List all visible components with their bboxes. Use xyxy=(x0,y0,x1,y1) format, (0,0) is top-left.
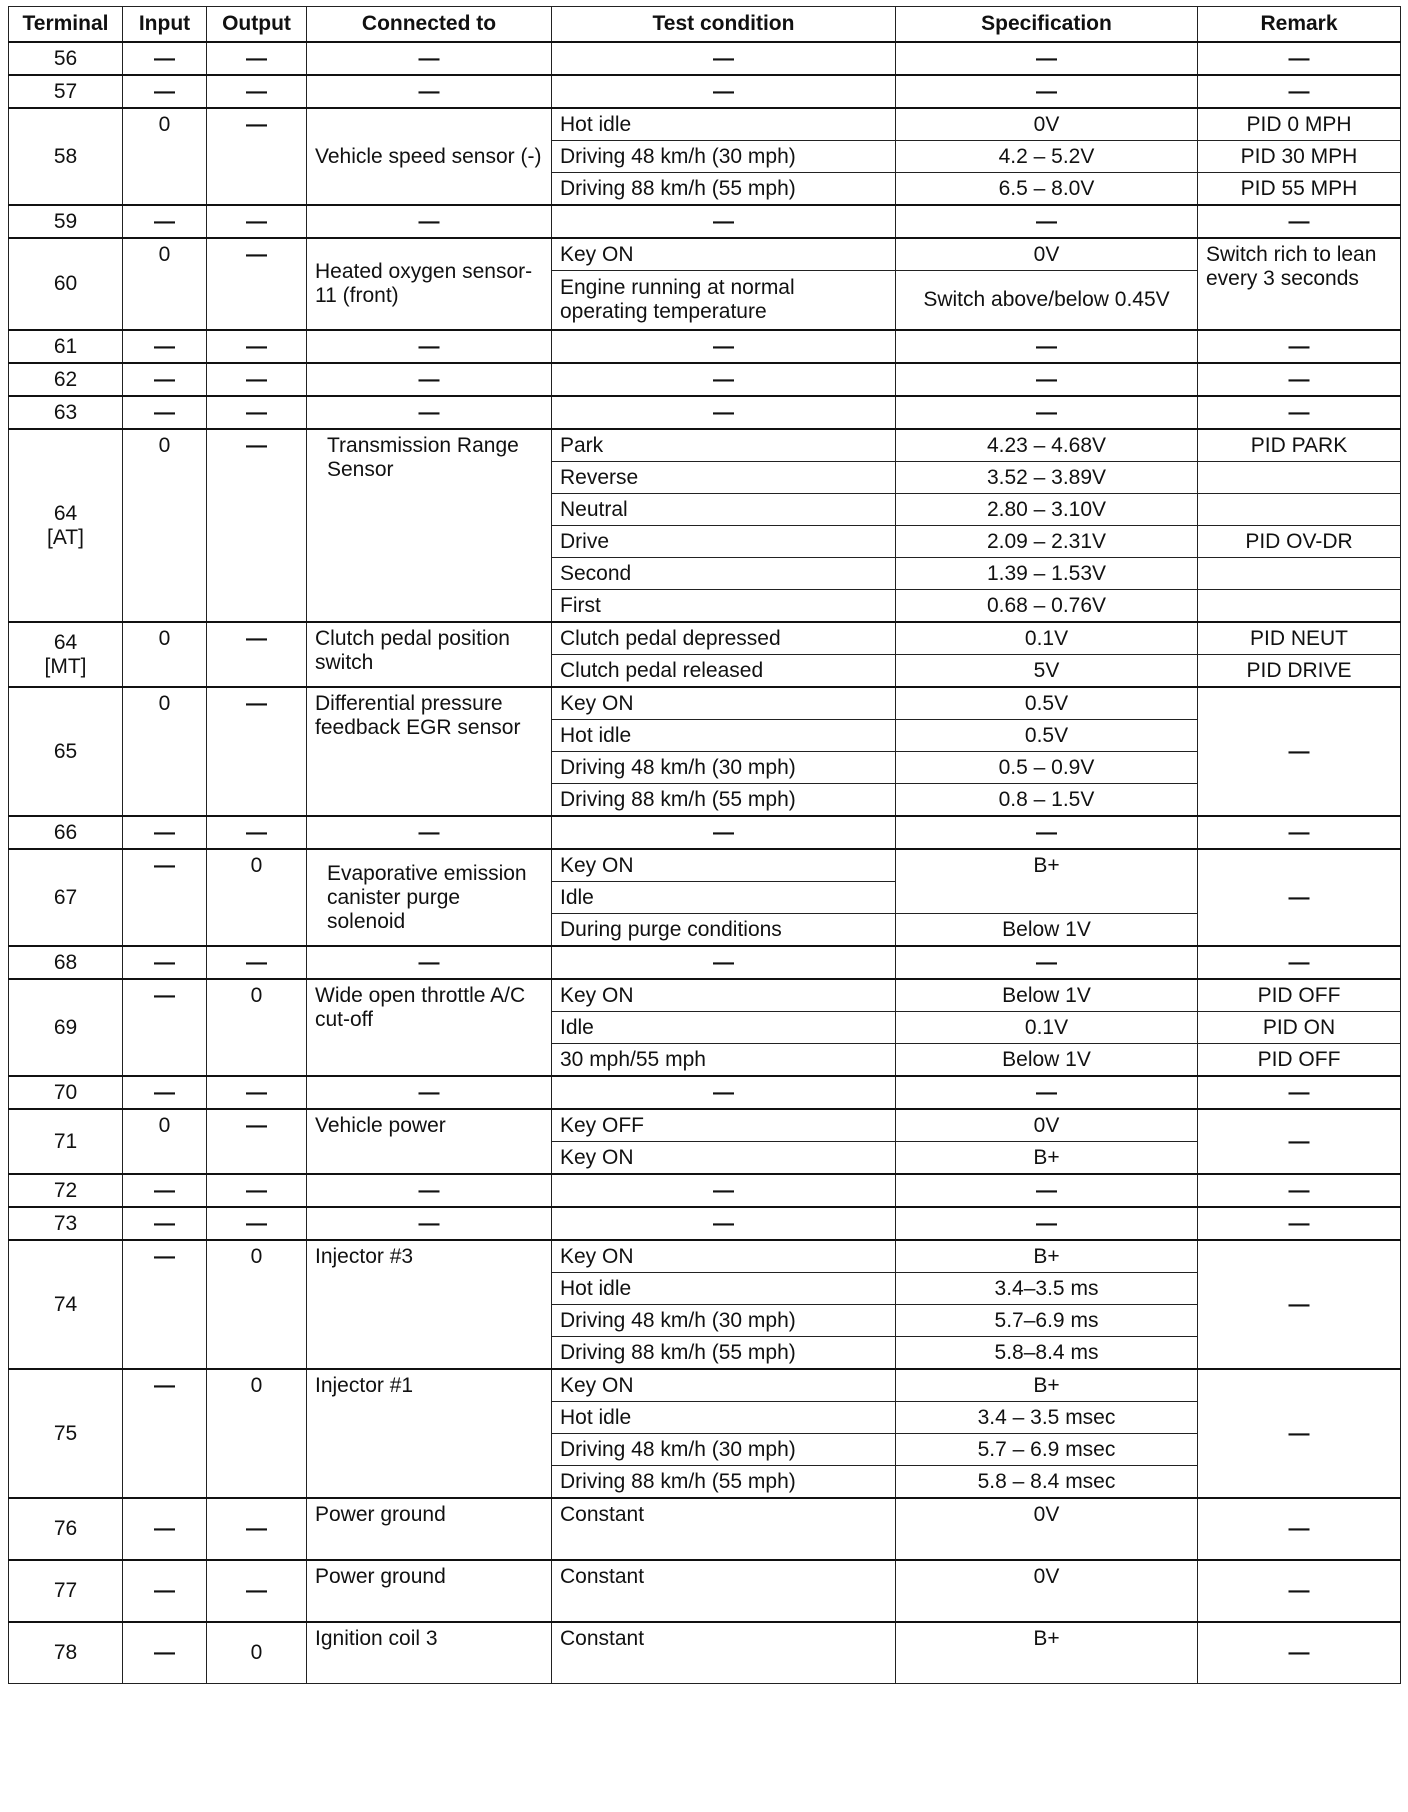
terminal-number: 70 xyxy=(9,1076,123,1109)
dash: — xyxy=(1198,1174,1401,1207)
terminal-number: 68 xyxy=(9,946,123,979)
dash: — xyxy=(896,42,1198,75)
specification: 5.8 – 8.4 msec xyxy=(896,1466,1198,1499)
test-condition: Second xyxy=(552,558,896,590)
specification: 0.1V xyxy=(896,1012,1198,1044)
dash: — xyxy=(123,363,207,396)
dash: — xyxy=(307,816,552,849)
terminal-number: 62 xyxy=(9,363,123,396)
test-condition: Hot idle xyxy=(552,108,896,141)
test-condition: Driving 48 km/h (30 mph) xyxy=(552,1305,896,1337)
table-row xyxy=(9,363,1401,396)
specification: B+ xyxy=(896,849,1198,914)
table-row xyxy=(9,1498,1401,1560)
specification: 2.80 – 3.10V xyxy=(896,494,1198,526)
connected-to: Power ground xyxy=(307,1498,552,1560)
dash: — xyxy=(123,75,207,108)
dash: — xyxy=(896,396,1198,429)
remark xyxy=(1198,590,1401,623)
terminal-number: 76 xyxy=(9,1498,123,1560)
test-condition: Key ON xyxy=(552,979,896,1012)
terminal-number: 56 xyxy=(9,42,123,75)
test-condition: Driving 48 km/h (30 mph) xyxy=(552,141,896,173)
dash: — xyxy=(207,1174,307,1207)
test-condition: Key ON xyxy=(552,1240,896,1273)
dash: — xyxy=(307,1076,552,1109)
dash: — xyxy=(1198,75,1401,108)
test-condition: Driving 48 km/h (30 mph) xyxy=(552,1434,896,1466)
test-condition: Neutral xyxy=(552,494,896,526)
specification: 0.5V xyxy=(896,687,1198,720)
terminal-number: 72 xyxy=(9,1174,123,1207)
remark: — xyxy=(1198,1622,1401,1684)
table-row xyxy=(9,1369,1401,1402)
test-condition: First xyxy=(552,590,896,623)
dash: — xyxy=(207,687,307,816)
dash: — xyxy=(307,42,552,75)
test-condition: Idle xyxy=(552,882,896,914)
specification: 0.68 – 0.76V xyxy=(896,590,1198,623)
terminal-number: 57 xyxy=(9,75,123,108)
input-value: 0 xyxy=(123,238,207,330)
header-connected-to: Connected to xyxy=(307,7,552,43)
terminal-spec-sheet xyxy=(8,6,1400,1684)
test-condition: Drive xyxy=(552,526,896,558)
output-value: 0 xyxy=(207,1622,307,1684)
connected-to: Ignition coil 3 xyxy=(307,1622,552,1684)
dash: — xyxy=(207,42,307,75)
dash: — xyxy=(207,946,307,979)
dash: — xyxy=(1198,816,1401,849)
connected-to: Clutch pedal position switch xyxy=(307,622,552,687)
table-row xyxy=(9,687,1401,720)
dash: — xyxy=(207,1109,307,1174)
dash: — xyxy=(207,622,307,687)
input-value: 0 xyxy=(123,687,207,816)
table-row xyxy=(9,238,1401,271)
test-condition: 30 mph/55 mph xyxy=(552,1044,896,1077)
dash: — xyxy=(307,330,552,363)
dash: — xyxy=(307,363,552,396)
dash: — xyxy=(1198,42,1401,75)
table-row xyxy=(9,622,1401,655)
table-row xyxy=(9,429,1401,462)
dash: — xyxy=(1198,205,1401,238)
test-condition: Clutch pedal released xyxy=(552,655,896,688)
test-condition: Driving 88 km/h (55 mph) xyxy=(552,1337,896,1370)
test-condition: Driving 48 km/h (30 mph) xyxy=(552,752,896,784)
dash: — xyxy=(207,1560,307,1622)
table-row xyxy=(9,1076,1401,1109)
terminal-number: 77 xyxy=(9,1560,123,1622)
dash: — xyxy=(896,946,1198,979)
specification: 0V xyxy=(896,238,1198,271)
terminal-number: 73 xyxy=(9,1207,123,1240)
specification: 0V xyxy=(896,1498,1198,1560)
dash: — xyxy=(552,1174,896,1207)
test-condition: Idle xyxy=(552,1012,896,1044)
dash: — xyxy=(207,396,307,429)
dash: — xyxy=(896,330,1198,363)
header-output: Output xyxy=(207,7,307,43)
output-value: 0 xyxy=(207,849,307,946)
dash: — xyxy=(123,1207,207,1240)
dash: — xyxy=(896,363,1198,396)
dash: — xyxy=(307,75,552,108)
specification: 3.4 – 3.5 msec xyxy=(896,1402,1198,1434)
input-value: 0 xyxy=(123,429,207,622)
terminal-number: 58 xyxy=(9,108,123,205)
dash: — xyxy=(1198,330,1401,363)
dash: — xyxy=(207,108,307,205)
test-condition: Constant xyxy=(552,1498,896,1560)
dash: — xyxy=(207,429,307,622)
remark: — xyxy=(1198,1560,1401,1622)
specification: Below 1V xyxy=(896,1044,1198,1077)
dash: — xyxy=(123,1369,207,1498)
specification: 5.7–6.9 ms xyxy=(896,1305,1198,1337)
specification: 3.4–3.5 ms xyxy=(896,1273,1198,1305)
test-condition: Key ON xyxy=(552,1369,896,1402)
specification: 0.8 – 1.5V xyxy=(896,784,1198,817)
table-row xyxy=(9,396,1401,429)
dash: — xyxy=(896,816,1198,849)
test-condition: Reverse xyxy=(552,462,896,494)
test-condition: Engine running at normal operating temperature xyxy=(552,271,896,331)
test-condition: Driving 88 km/h (55 mph) xyxy=(552,784,896,817)
dash: — xyxy=(307,1174,552,1207)
dash: — xyxy=(123,1498,207,1560)
table-row xyxy=(9,979,1401,1012)
terminal-number: 61 xyxy=(9,330,123,363)
table-row xyxy=(9,75,1401,108)
dash: — xyxy=(552,363,896,396)
dash: — xyxy=(307,205,552,238)
specification: 0V xyxy=(896,108,1198,141)
dash: — xyxy=(552,396,896,429)
specification: B+ xyxy=(896,1369,1198,1402)
dash: — xyxy=(207,816,307,849)
remark: — xyxy=(1198,849,1401,946)
remark: PID 0 MPH xyxy=(1198,108,1401,141)
remark: PID OV-DR xyxy=(1198,526,1401,558)
dash: — xyxy=(123,979,207,1076)
specification: B+ xyxy=(896,1142,1198,1175)
header-test-condition: Test condition xyxy=(552,7,896,43)
input-value: 0 xyxy=(123,108,207,205)
remark xyxy=(1198,558,1401,590)
specification: 0V xyxy=(896,1560,1198,1622)
dash: — xyxy=(207,330,307,363)
dash: — xyxy=(207,363,307,396)
test-condition: Hot idle xyxy=(552,720,896,752)
specification: 5.7 – 6.9 msec xyxy=(896,1434,1198,1466)
input-value: 0 xyxy=(123,622,207,687)
dash: — xyxy=(207,238,307,330)
test-condition: Key ON xyxy=(552,238,896,271)
dash: — xyxy=(123,1560,207,1622)
remark: PID ON xyxy=(1198,1012,1401,1044)
dash: — xyxy=(307,396,552,429)
terminal-number: 65 xyxy=(9,687,123,816)
connected-to: Wide open throttle A/C cut-off xyxy=(307,979,552,1076)
test-condition: Driving 88 km/h (55 mph) xyxy=(552,1466,896,1499)
connected-to: Heated oxygen sensor-11 (front) xyxy=(307,238,552,330)
dash: — xyxy=(1198,1076,1401,1109)
dash: — xyxy=(1198,946,1401,979)
dash: — xyxy=(123,1076,207,1109)
specification: 5.8–8.4 ms xyxy=(896,1337,1198,1370)
dash: — xyxy=(207,1498,307,1560)
dash: — xyxy=(896,1207,1198,1240)
remark: — xyxy=(1198,1240,1401,1369)
terminal-number: 60 xyxy=(9,238,123,330)
terminal-table xyxy=(8,6,1401,1684)
connected-to: Power ground xyxy=(307,1560,552,1622)
specification: B+ xyxy=(896,1240,1198,1273)
table-row xyxy=(9,205,1401,238)
header-specification: Specification xyxy=(896,7,1198,43)
specification: 0.1V xyxy=(896,622,1198,655)
dash: — xyxy=(123,396,207,429)
specification: 0.5 – 0.9V xyxy=(896,752,1198,784)
connected-to: Differential pressure feedback EGR sensor xyxy=(307,687,552,816)
dash: — xyxy=(552,816,896,849)
remark: PID DRIVE xyxy=(1198,655,1401,688)
test-condition: Hot idle xyxy=(552,1273,896,1305)
dash: — xyxy=(896,75,1198,108)
terminal-number: 63 xyxy=(9,396,123,429)
specification: 1.39 – 1.53V xyxy=(896,558,1198,590)
terminal-number-value: 64 xyxy=(53,630,78,654)
specification: 4.23 – 4.68V xyxy=(896,429,1198,462)
test-condition: Key OFF xyxy=(552,1109,896,1142)
terminal-variant-tag: [MT] xyxy=(44,654,87,678)
dash: — xyxy=(552,946,896,979)
dash: — xyxy=(1198,1207,1401,1240)
test-condition: Constant xyxy=(552,1560,896,1622)
table-row xyxy=(9,1174,1401,1207)
remark: PID 55 MPH xyxy=(1198,173,1401,206)
test-condition: Key ON xyxy=(552,1142,896,1175)
remark: — xyxy=(1198,687,1401,816)
remark: — xyxy=(1198,1498,1401,1560)
table-row xyxy=(9,1240,1401,1273)
connected-to: Vehicle power xyxy=(307,1109,552,1174)
table-row xyxy=(9,946,1401,979)
table-row xyxy=(9,849,1401,882)
terminal-number: 78 xyxy=(9,1622,123,1684)
dash: — xyxy=(896,1076,1198,1109)
test-condition: Key ON xyxy=(552,687,896,720)
dash: — xyxy=(552,330,896,363)
specification: Switch above/below 0.45V xyxy=(896,271,1198,331)
dash: — xyxy=(123,1622,207,1684)
table-row xyxy=(9,1622,1401,1684)
remark: PID 30 MPH xyxy=(1198,141,1401,173)
table-row xyxy=(9,42,1401,75)
header-terminal: Terminal xyxy=(9,7,123,43)
dash: — xyxy=(123,1174,207,1207)
remark xyxy=(1198,462,1401,494)
dash: — xyxy=(307,1207,552,1240)
test-condition: Clutch pedal depressed xyxy=(552,622,896,655)
remark: PID PARK xyxy=(1198,429,1401,462)
output-value: 0 xyxy=(207,1369,307,1498)
specification: B+ xyxy=(896,1622,1198,1684)
remark: PID OFF xyxy=(1198,1044,1401,1077)
connected-to: Injector #3 xyxy=(307,1240,552,1369)
specification: 4.2 – 5.2V xyxy=(896,141,1198,173)
dash: — xyxy=(552,205,896,238)
specification: Below 1V xyxy=(896,979,1198,1012)
table-row xyxy=(9,330,1401,363)
dash: — xyxy=(896,1174,1198,1207)
connected-to: Injector #1 xyxy=(307,1369,552,1498)
table-row xyxy=(9,1109,1401,1142)
terminal-number: 66 xyxy=(9,816,123,849)
dash: — xyxy=(123,946,207,979)
dash: — xyxy=(207,75,307,108)
table-row xyxy=(9,1560,1401,1622)
table-row xyxy=(9,108,1401,141)
terminal-number: 59 xyxy=(9,205,123,238)
dash: — xyxy=(552,75,896,108)
dash: — xyxy=(123,849,207,946)
header-input: Input xyxy=(123,7,207,43)
dash: — xyxy=(896,205,1198,238)
dash: — xyxy=(307,946,552,979)
test-condition: Hot idle xyxy=(552,1402,896,1434)
connected-to: Evaporative emission canister purge solenoid xyxy=(307,849,552,946)
dash: — xyxy=(552,42,896,75)
terminal-number: 69 xyxy=(9,979,123,1076)
terminal-number: 67 xyxy=(9,849,123,946)
test-condition: Park xyxy=(552,429,896,462)
dash: — xyxy=(123,816,207,849)
dash: — xyxy=(552,1207,896,1240)
specification: 5V xyxy=(896,655,1198,688)
terminal-number xyxy=(9,622,123,687)
output-value: 0 xyxy=(207,1240,307,1369)
test-condition: During purge conditions xyxy=(552,914,896,947)
dash: — xyxy=(123,1240,207,1369)
table-row xyxy=(9,1207,1401,1240)
terminal-number: 75 xyxy=(9,1369,123,1498)
remark: PID OFF xyxy=(1198,979,1401,1012)
dash: — xyxy=(552,1076,896,1109)
dash: — xyxy=(1198,363,1401,396)
dash: — xyxy=(207,1076,307,1109)
specification: 6.5 – 8.0V xyxy=(896,173,1198,206)
specification: Below 1V xyxy=(896,914,1198,947)
terminal-number: 71 xyxy=(9,1109,123,1174)
table-row xyxy=(9,816,1401,849)
remark: — xyxy=(1198,1109,1401,1174)
remark: — xyxy=(1198,1369,1401,1498)
test-condition: Driving 88 km/h (55 mph) xyxy=(552,173,896,206)
test-condition: Key ON xyxy=(552,849,896,882)
input-value: 0 xyxy=(123,1109,207,1174)
header-row xyxy=(9,7,1401,43)
dash: — xyxy=(123,42,207,75)
specification: 2.09 – 2.31V xyxy=(896,526,1198,558)
terminal-number: 74 xyxy=(9,1240,123,1369)
test-condition: Constant xyxy=(552,1622,896,1684)
dash: — xyxy=(123,205,207,238)
header-remark: Remark xyxy=(1198,7,1401,43)
terminal-number-value: 64 xyxy=(53,501,78,525)
connected-to: Transmission Range Sensor xyxy=(307,429,552,622)
specification: 0.5V xyxy=(896,720,1198,752)
dash: — xyxy=(1198,396,1401,429)
remark: Switch rich to lean every 3 seconds xyxy=(1198,238,1401,330)
remark xyxy=(1198,494,1401,526)
specification: 0V xyxy=(896,1109,1198,1142)
specification: 3.52 – 3.89V xyxy=(896,462,1198,494)
terminal-variant-tag: [AT] xyxy=(47,525,84,549)
output-value: 0 xyxy=(207,979,307,1076)
dash: — xyxy=(207,205,307,238)
connected-to: Vehicle speed sensor (-) xyxy=(307,108,552,205)
dash: — xyxy=(207,1207,307,1240)
dash: — xyxy=(123,330,207,363)
remark: PID NEUT xyxy=(1198,622,1401,655)
terminal-number xyxy=(9,429,123,622)
